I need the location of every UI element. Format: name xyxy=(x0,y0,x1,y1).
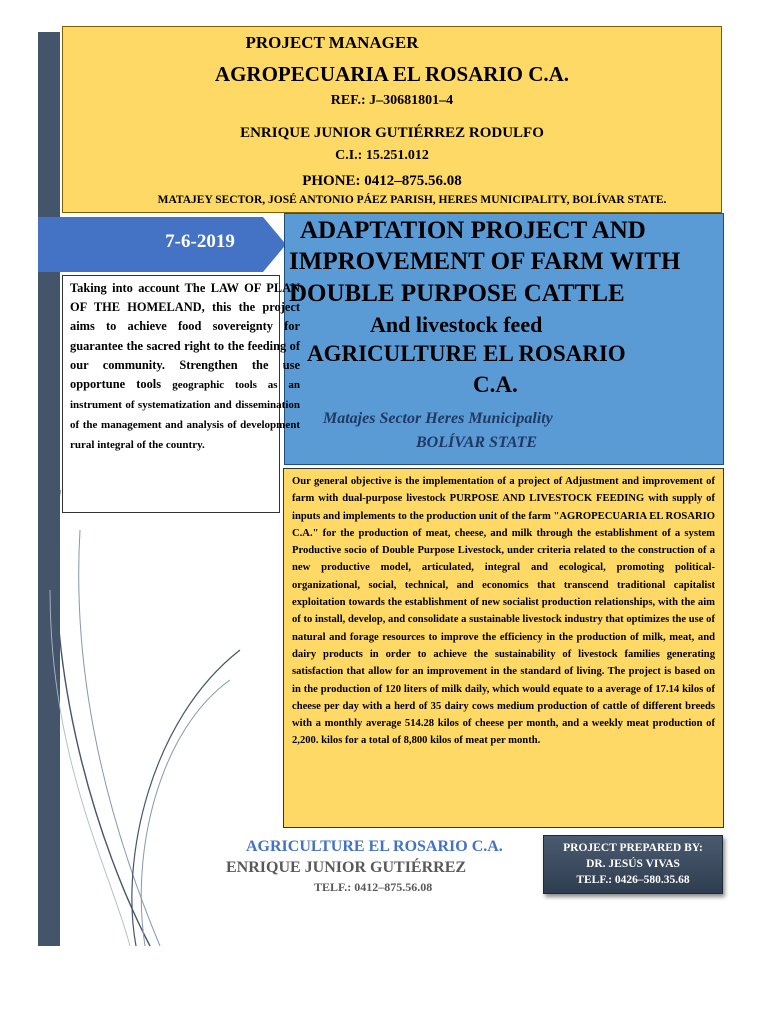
intro-paragraph xyxy=(70,279,300,455)
project-manager-header xyxy=(62,26,722,213)
location-line-1: Matajes Sector Heres Municipality xyxy=(323,410,553,427)
prepared-name: DR. JESÚS VIVAS xyxy=(586,858,680,870)
footer-company: AGRICULTURE EL ROSARIO C.A. xyxy=(246,838,503,855)
title-line-5: AGRICULTURE EL ROSARIO xyxy=(307,341,626,366)
project-title-box xyxy=(284,213,724,465)
prepared-label: PROJECT PREPARED BY: xyxy=(563,842,703,854)
manager-name: ENRIQUE JUNIOR GUTIÉRREZ RODULFO xyxy=(240,125,544,141)
prepared-phone: TELF.: 0426–580.35.68 xyxy=(576,874,690,886)
company-ref: REF.: J–30681801–4 xyxy=(330,93,454,108)
title-line-4: And livestock feed xyxy=(370,312,543,337)
company-address: MATAJEY SECTOR, JOSÉ ANTONIO PÁEZ PARISH, HERES MUNICIPALITY, BOLÍVAR STATE. xyxy=(157,194,667,206)
intro-text: Taking into account The LAW OF PLAN OF THE HOMELAND, this the project aims to achieve food sovereignty for guarantee the sacred right to the feeding of our community. Strengthen the use opportune tools xyxy=(70,281,300,392)
title-line-2: IMPROVEMENT OF FARM WITH xyxy=(289,248,681,275)
role-title: PROJECT MANAGER xyxy=(245,33,419,52)
decorative-curves xyxy=(40,470,260,950)
prepared-by-box xyxy=(543,835,723,894)
manager-ci: C.I.: 15.251.012 xyxy=(335,148,429,163)
document-date: 7-6-2019 xyxy=(165,231,235,252)
title-line-3: DOUBLE PURPOSE CATTLE xyxy=(289,280,625,307)
intro-text-small: geographic tools as an instrument of systematization and dissemination of the management and analysis of development rural integral of the country. xyxy=(70,379,300,452)
objective-paragraph: Our general objective is the implementation of a project of Adjustment and improvement of farm with dual-purpose livestock PURPOSE AND LIVESTOCK FEEDING with supply of inputs and implements to the production unit of the farm "AGROPECUARIA EL ROSARIO C.A." for the production of meat, cheese, and milk through the establishment of a system Productive socio of Double Purpose Livestock, under criteria related to the construction of a new productive model, articulated, integral and ecological, promoting political-organizational, social, technical, and economics that transcend traditional capitalist exploitation towards the establishment of new socialist production relationships, with the aim of to install, develop, and consolidate a sustainable livestock industry that optimizes the use of natural and forage resources to improve the efficiency in the production of milk, meat, and dairy products in order to achieve the sustainability of livestock families generating satisfaction that allow for an improvement in the standard of living. The project is based on in the production of 120 liters of milk daily, which would equate to a average of 17.14 kilos of cheese per day with a herd of 35 dairy cows medium production of cattle of different breeds with a monthly average 514.28 kilos of cheese per month, and a weekly meat production of 2,200. kilos for a total of 8,800 kilos of meat per month. xyxy=(292,476,715,747)
footer-name: ENRIQUE JUNIOR GUTIÉRREZ xyxy=(226,859,467,876)
title-line-1: ADAPTATION PROJECT AND xyxy=(300,217,646,244)
location-line-2: BOLÍVAR STATE xyxy=(416,434,538,451)
company-name: AGROPECUARIA EL ROSARIO C.A. xyxy=(214,62,570,86)
footer-phone: TELF.: 0412–875.56.08 xyxy=(314,880,433,894)
manager-phone: PHONE: 0412–875.56.08 xyxy=(302,173,462,189)
title-line-6: C.A. xyxy=(473,372,518,397)
